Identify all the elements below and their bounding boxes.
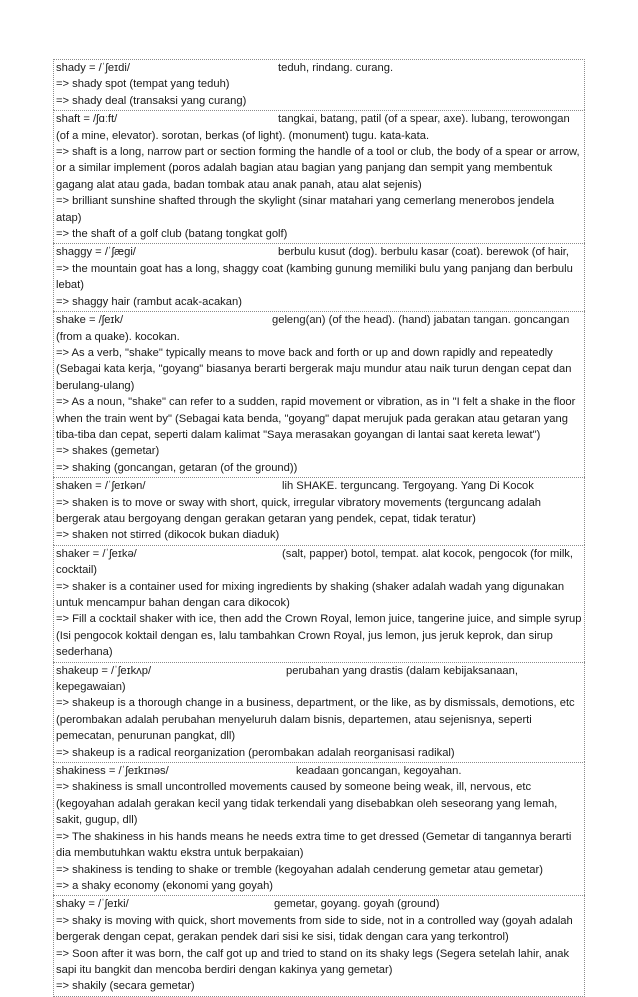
example-line: => Fill a cocktail shaker with ice, then add the Crown Royal, lemon juice, tangerine juice, and simple syrup (Isi pengocok koktail dengan es, lalu tambahkan Crown Royal, jus lemon, jus jeruk keprok, dan sirup sederhana) — [56, 613, 582, 659]
headword: shake = /ʃeɪk/ — [56, 314, 124, 327]
example-line: => shaky is moving with quick, short movements from side to side, not in a controlled way (goyah adalah bergerak dengan cepat, gerakan pendek dari sisi ke sisi, tidak dengan cara yang terkontrol) — [56, 914, 573, 944]
dictionary-entry — [53, 545, 585, 662]
example-line: => shaken is to move or sway with short, quick, irregular vibratory movements (terguncang adalah bergerak atau bergoyang dengan gerakan getaran yang pendek, cepat, tidak teratur) — [56, 496, 542, 525]
example-line: => shaker is a container used for mixing ingredients by shaking (shaker adalah wadah yang digunakan untuk mencampur bahan dengan cara dikocok) — [56, 580, 565, 609]
headword: shakiness = /ˈʃeɪkɪnəs/ — [56, 765, 169, 778]
dictionary-entry — [53, 762, 585, 895]
headword-meaning: gemetar, goyang. goyah (ground) — [274, 898, 440, 911]
dictionary-entry — [53, 895, 585, 996]
headword-meaning: keadaan goncangan, kegoyahan. — [296, 765, 462, 778]
example-line: => The shakiness in his hands means he needs extra time to get dressed (Gemetar di tangannya berarti dia membutuhkan waktu ekstra untuk berpakaian) — [56, 830, 572, 860]
dictionary-entry — [53, 243, 585, 311]
example-line: => the shaft of a golf club (batang tongkat golf) — [56, 228, 288, 241]
headword: shaky = /ˈʃeɪki/ — [56, 898, 129, 911]
entry-headline — [56, 244, 582, 260]
entry-headline — [56, 60, 582, 76]
example-line: => a shaky economy (ekonomi yang goyah) — [56, 879, 274, 892]
example-line: => shaken not stirred (dikocok bukan diaduk) — [56, 529, 280, 542]
entry-headline — [56, 478, 582, 494]
example-line: => shakes (gemetar) — [56, 445, 160, 458]
example-line: => shakeup is a thorough change in a business, department, or the like, as by dismissals, demotions, etc (perombakan adalah perubahan menyeluruh dalam bisnis, departemen, atau sejenisnya, seperti pemecatan, penurunan pangkat, dll) — [56, 697, 575, 743]
example-line: => shakiness is small uncontrolled movements caused by someone being weak, ill, nervous, etc (kegoyahan adalah gerakan kecil yang tidak terkendali yang disebabkan oleh seseorang yang lemah, sakit, gugup, dll) — [56, 781, 558, 827]
entry-headline — [56, 896, 582, 912]
headword: shaggy = /ˈʃæɡi/ — [56, 246, 136, 259]
headword-meaning: perubahan yang drastis (dalam kebijaksanaan, kepegawaian) — [56, 664, 518, 694]
example-line: => shaft is a long, narrow part or section forming the handle of a tool or club, the body of a spear or arrow, or a similar implement (poros adalah bagian atau bagian yang panjang dan sempit yang membentuk gagang alat atau gada, badan tombak atau anak panah, atau alat sejenis) — [56, 146, 580, 191]
entry-headline — [56, 111, 582, 144]
example-line: => shaggy hair (rambut acak-acakan) — [56, 295, 242, 308]
example-line: => As a verb, "shake" typically means to move back and forth or up and down rapidly and repeatedly (Sebagai kata kerja, "goyang" biasanya berarti bergerak maju mundur atau naik turun dengan cepat dan berulang-ulang) — [56, 346, 572, 392]
dictionary-entry — [53, 477, 585, 545]
headword: shaker = /ˈʃeɪkə/ — [56, 547, 137, 560]
example-line: => the mountain goat has a long, shaggy coat (kambing gunung memiliki bulu yang panjang dan berbulu lebat) — [56, 262, 573, 292]
dictionary-entry — [53, 59, 585, 110]
example-line: => Soon after it was born, the calf got up and tried to stand on its shaky legs (Segera setelah lahir, anak sapi itu bangkit dan mencoba berdiri dengan kakinya yang gemetar) — [56, 947, 570, 976]
headword-meaning: tangkai, batang, patil (of a spear, axe). lubang, terowongan (of a mine, elevator). sorotan, berkas (of light). (monument) tugu. kata-kata. — [56, 113, 570, 142]
headword: shaft = /ʃɑːft/ — [56, 113, 118, 126]
dictionary-entry — [53, 311, 585, 477]
example-line: => shakily (secara gemetar) — [56, 980, 195, 993]
example-line: => shady spot (tempat yang teduh) — [56, 78, 230, 91]
entry-headline — [56, 663, 582, 696]
headword: shaken = /ˈʃeɪkən/ — [56, 480, 146, 493]
dictionary-page — [53, 59, 585, 997]
example-line: => As a noun, "shake" can refer to a sudden, rapid movement or vibration, as in "I felt a shake in the floor when the train went by" (Sebagai kata benda, "goyang" dapat merujuk pada gerakan atau getaran yang tiba-tiba dan cepat, seperti dalam kalimat "Saya merasakan goyangan di lantai saat kereta lewat") — [56, 396, 576, 441]
headword-meaning: teduh, rindang. curang. — [278, 62, 394, 74]
headword-meaning: geleng(an) (of the head). (hand) jabatan tangan. goncangan (from a quake). kocokan. — [56, 314, 570, 343]
example-line: => shakeup is a radical reorganization (perombakan adalah reorganisasi radikal) — [56, 746, 455, 759]
headword-meaning: berbulu kusut (dog). berbulu kasar (coat). berewok (of hair, — [278, 246, 570, 259]
entry-headline — [56, 546, 582, 579]
example-line: => brilliant sunshine shafted through the skylight (sinar matahari yang cemerlang menerobos jendela atap) — [56, 195, 555, 224]
headword-meaning: (salt, papper) botol, tempat. alat kocok, pengocok (for milk, cocktail) — [56, 547, 574, 577]
dictionary-entry — [53, 662, 585, 762]
headword: shady = /ˈʃeɪdi/ — [56, 62, 130, 74]
headword-meaning: lih SHAKE. terguncang. Tergoyang. Yang Di Kocok — [282, 480, 534, 493]
entry-headline — [56, 763, 582, 779]
example-line: => shakiness is tending to shake or tremble (kegoyahan adalah cenderung gemetar atau gemetar) — [56, 863, 543, 876]
headword: shakeup = /ˈʃeɪkʌp/ — [56, 664, 152, 677]
entry-headline — [56, 312, 582, 345]
example-line: => shaking (goncangan, getaran (of the ground)) — [56, 461, 298, 474]
example-line: => shady deal (transaksi yang curang) — [56, 94, 247, 107]
dictionary-entry — [53, 110, 585, 243]
